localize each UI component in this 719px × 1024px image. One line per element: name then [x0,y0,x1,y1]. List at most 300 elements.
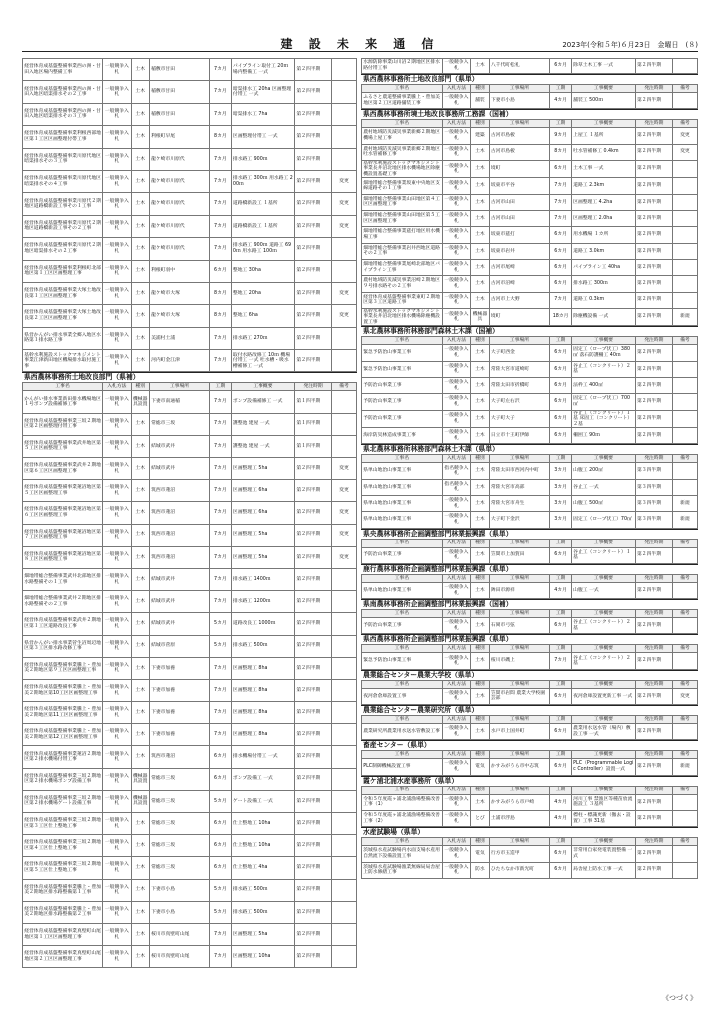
column-header: 種別 [471,838,489,846]
cell-period: 4カ月 [550,93,572,109]
table-row [23,435,357,457]
column-header: 入札方法 [442,610,471,618]
column-header: 工事概要 [571,120,635,128]
column-header: 発注時期 [635,716,672,724]
right-column [361,58,698,976]
cell-summary: 排水路工 500ｍ [231,635,294,657]
cell-timing: 第２四半期 [635,394,672,410]
cell-note [672,377,697,393]
cell-method: 一般競争入札 [103,613,131,635]
cell-place: 大子町大子 [489,410,549,428]
cell-summary: 整地工 20ha [231,282,294,304]
cell-period: 6カ月 [550,160,572,178]
table-row [362,394,698,410]
cell-type: 土木 [471,160,489,178]
section-title: 農業総合センター農業大学校（県単） [361,670,698,680]
cell-summary: 仕上整地工 10ha [231,835,294,857]
cell-period: 6カ月 [210,746,232,768]
column-header: 入札方法 [442,751,471,759]
section-title: 畜産センター（県単） [361,740,698,750]
cell-timing: 第２四半期 [295,458,332,480]
cell-place: 土浦市浮島 [489,810,549,826]
cell-place: 結城市武井 [149,458,209,480]
cell-name: 経営体育成基盤整備事業騰上・豊加美２期地区排水路整備第１工事 [23,879,103,901]
table-row [362,276,698,292]
cell-period: 7カ月 [210,59,232,81]
cell-place: 河内町金江津 [149,350,209,372]
cell-type: 機械器具 [471,308,489,326]
cell-type: 土木 [471,292,489,308]
cell-name: 経営体育成基盤整備事業三坂２期地区第３工区仕上整地工事 [23,813,103,835]
cell-timing: 第２四半期 [635,361,672,377]
table-row [362,377,698,393]
cell-type: 土木 [471,512,489,528]
table-row [362,410,698,428]
cell-type: 土木 [131,813,149,835]
cell-type: 土木 [131,260,149,282]
cell-type: 土木 [131,59,149,81]
cell-period: 7カ月 [210,657,232,679]
table-row [23,657,357,679]
cell-type: 土木 [131,215,149,237]
cell-timing: 第２四半期 [295,260,332,282]
issue-date: 2023年(令和５年)６月23日 金曜日 (８) [562,41,698,49]
cell-type: 土木 [471,618,489,634]
cell-note [331,835,356,857]
cell-period: 7カ月 [210,350,232,372]
bid-table [361,837,698,879]
table-row [23,413,357,435]
cell-period: 7カ月 [210,148,232,170]
cell-type: 土木 [131,413,149,435]
cell-name: 基幹水利施設ストックマネジメント事業長井沼北地区排水機場地区除塵機設置基礎工事 [362,160,443,178]
cell-place: ひたちなか市新光町 [489,862,549,878]
cell-summary: 区画整理工 8ha [231,724,294,746]
column-header: 工期 [550,539,572,547]
table-row [23,502,357,524]
cell-place: 常陸大宮市道崎町 [489,361,549,377]
cell-timing: 第２四半期 [295,591,332,613]
cell-type: 土木 [471,463,489,479]
cell-timing: 第２四半期 [635,794,672,810]
column-header: 工事場所 [489,838,549,846]
cell-note: 変更 [331,282,356,304]
cell-summary: 排水路工 900ｍ 道路工 690ｍ 用水路工 100ｍ [231,238,294,260]
column-header: 発注時期 [635,645,672,653]
cell-type: 土木 [471,582,489,598]
column-header: 工事場所 [489,786,549,794]
cell-name: 経営体育成基盤整備事業川原代２期地区暗渠排水その２工事 [23,238,103,260]
cell-method: 一般競争入札 [442,128,471,144]
cell-method: 一般競争入札 [442,194,471,210]
cell-timing: 第２四半期 [295,879,332,901]
cell-place: 笠間市上加賀田 [489,547,549,563]
cell-name: 茨城県水産試験場漁業無線局局舎屋上防水修繕工事 [362,862,443,878]
column-header: 工事場所 [489,751,549,759]
column-header: 入札方法 [442,645,471,653]
cell-place: 龍ケ崎市大塚 [149,282,209,304]
cell-period: 6カ月 [550,394,572,410]
column-header: 種別 [471,539,489,547]
column-header: 工事名 [362,85,443,93]
cell-period: 6カ月 [550,688,572,704]
column-header: 工事場所 [489,610,549,618]
cell-type: 土木 [131,305,149,327]
cell-note [331,126,356,148]
cell-place: 利根町羽中 [149,260,209,282]
cell-place: 下妻市加養 [149,702,209,724]
cell-note: 変更 [331,193,356,215]
bid-table [361,119,698,326]
cell-summary: 仕上整地工 4ha [231,857,294,879]
cell-type: 土木 [471,211,489,227]
table-header-row [362,85,698,93]
table-row [23,768,357,790]
cell-note [331,879,356,901]
cell-period: 7カ月 [210,524,232,546]
cell-period: 6カ月 [210,260,232,282]
cell-summary: 谷止工（コンクリート）２基 [571,361,635,377]
cell-type: 土木 [131,193,149,215]
cell-summary: 排水路工 1200ｍ [231,591,294,613]
cell-note [672,59,697,74]
cell-name: 県単山地治山事業工事 [362,479,443,495]
cell-place: 龍ケ崎市大塚 [149,305,209,327]
cell-type: 土木 [131,238,149,260]
cell-name: 水源防除事業山川沼２期地区区排水路付帯工事 [362,59,443,74]
column-header: 工事概要 [571,645,635,653]
cell-note [672,243,697,259]
table-header-row [362,610,698,618]
cell-period: 7カ月 [210,391,232,413]
cell-note [331,746,356,768]
cell-name: 県単山地治山事業工事 [362,463,443,479]
cell-method: 一般競争入札 [103,790,131,812]
column-header: 入札方法 [442,85,471,93]
column-header: 工事概要 [571,337,635,345]
cell-name: 経営体育成基盤整備事業騰上・豊加美２期地区第10工区区画整理工事 [23,679,103,701]
column-header: 工事概要 [571,786,635,794]
cell-period: 7カ月 [550,211,572,227]
cell-name: 経営体育成基盤整備事業川原代２期地区道路橋新設工事その２工事 [23,215,103,237]
column-header: 工事名 [362,455,443,463]
cell-name: 畑地帯総合整備事業武井北部地区排水路整備その１工事 [23,568,103,590]
cell-timing: 第１四半期 [295,413,332,435]
cell-type: 土木 [471,688,489,704]
cell-summary: ポンプ設備工 一式 [231,768,294,790]
cell-period: 6カ月 [210,857,232,879]
bid-table [22,58,357,372]
cell-type: 土木 [131,679,149,701]
cell-summary: 固定工（ロープ伏工）700㎡ [571,394,635,410]
column-header: 工事名 [362,337,443,345]
cell-place: 八千代町松礼 [489,59,549,74]
cell-timing: 第２四半期 [295,946,332,968]
cell-note [672,160,697,178]
column-header: 発注時期 [635,838,672,846]
cell-name: 畑地帯総合整備事業山田地区第４工区区画整理工事 [362,194,443,210]
cell-period: 7カ月 [210,702,232,724]
cell-timing: 第２四半期 [635,59,672,74]
column-header: 種別 [471,680,489,688]
cell-place: 石岡市弓弦 [489,618,549,634]
cell-summary: 区画整理工 8ha [231,679,294,701]
cell-timing: 第２四半期 [635,862,672,878]
cell-place: 桜川市磯上 [489,653,549,669]
section-title: 県西農林事務所境土地改良事務所工務課（国補） [361,109,698,119]
cell-name: 経営体育成基盤整備事業三坂２期地区第４工区仕上整地工事 [23,835,103,857]
cell-summary: 排水路工 500ｍ [231,901,294,923]
cell-name: 予防治山事業工事 [362,547,443,563]
cell-timing: 第２四半期 [635,308,672,326]
column-header: 発注時期 [635,751,672,759]
cell-summary: 区画整理付帯工 一式 [231,126,294,148]
table-row [362,345,698,361]
table-row [362,292,698,308]
table-header-row [23,383,357,391]
cell-period: 18カ月 [550,308,572,326]
table-row [23,879,357,901]
cell-type: 土木 [471,276,489,292]
column-header: 工事場所 [489,645,549,653]
cell-note [331,59,356,81]
cell-place: 常総市三坂 [149,768,209,790]
column-header: 発注時期 [635,85,672,93]
cell-method: 一般競争入札 [442,394,471,410]
cell-method: 一般競争入札 [442,276,471,292]
cell-method: 一般競争入札 [103,857,131,879]
column-header: 工事概要 [571,680,635,688]
cell-timing: 第２四半期 [635,410,672,428]
cell-method: 一般競争入札 [103,502,131,524]
cell-place: 境町 [489,308,549,326]
cell-type: 土木 [131,901,149,923]
cell-name: 経営体育成基盤整備事業騰上・豊加美２期地区第９工区区画整理工事 [23,657,103,679]
cell-name: 経営体育成基盤整備事業大塚土地改良第２工区区画整理工事 [23,305,103,327]
cell-name: 畑地帯総合整備事業尾崎北部地区パイプライン工事 [362,259,443,275]
cell-note [672,463,697,479]
cell-name: 県単山地治山事業工事 [362,582,443,598]
cell-timing: 第２四半期 [635,276,672,292]
cell-note: 変更 [331,170,356,192]
table-row [23,524,357,546]
cell-method: 一般競争入札 [442,653,471,669]
cell-summary: 仕上整地工 10ha [231,813,294,835]
cell-type: 土木 [471,794,489,810]
cell-method: 一般競争入札 [442,582,471,598]
cell-type: 土木 [131,613,149,635]
bid-table [361,644,698,669]
column-header: 入札方法 [442,838,471,846]
cell-place: 大子町下金沢 [489,512,549,528]
column-header: 工事場所 [489,680,549,688]
cell-timing: 第２四半期 [635,846,672,862]
cell-method: 一般競争入札 [442,862,471,878]
cell-note [331,901,356,923]
column-header: 工期 [550,716,572,724]
cell-type: 土木 [471,653,489,669]
cell-timing: 第２四半期 [295,923,332,945]
cell-name: 県営かんがい排水事業菅生沼周辺地区第３工区排水路改修工事 [23,635,103,657]
cell-timing: 第３四半期 [635,463,672,479]
cell-summary: 上屋工 １基所 [571,128,635,144]
table-row [23,391,357,413]
cell-name: 経営体育成基盤整備事業蓮沼地区第６工区区画整理工事 [23,502,103,524]
page-header [22,38,698,52]
cell-method: 一般競争入札 [103,524,131,546]
cell-period: 7カ月 [210,193,232,215]
cell-name: PLC制御機械設置工事 [362,759,443,775]
cell-timing: 第２四半期 [635,211,672,227]
table-row [362,259,698,275]
bid-table [361,715,698,740]
cell-place: 龍ケ崎市川原代 [149,148,209,170]
cell-method: 一般競争入札 [442,846,471,862]
cell-name: 令和５年度霞ヶ浦北浦漁場整備改善工事（2） [362,810,443,826]
cell-note [672,618,697,634]
bid-table [361,680,698,705]
cell-method: 一般競争入札 [103,657,131,679]
cell-summary: ポンプ設備補修工 一式 [231,391,294,413]
column-header: 備考 [672,838,697,846]
cell-timing: 第２四半期 [295,305,332,327]
cell-name: 経営体育成基盤整備事業利根西部地区第１工区区画整理付帯工事 [23,126,103,148]
table-row [362,428,698,444]
column-header: 工事名 [362,838,443,846]
column-header: 発注時期 [295,383,332,391]
cell-timing: 第２四半期 [635,759,672,775]
table-row [362,144,698,160]
table-row [362,495,698,511]
cell-period: 7カ月 [210,215,232,237]
cell-summary: 除草土木工事 一式 [571,59,635,74]
cell-method: 一般競争入札 [442,810,471,826]
column-header: 工事概要 [571,539,635,547]
cell-timing: 第２四半期 [295,193,332,215]
cell-period: 5カ月 [210,613,232,635]
cell-timing: 第２四半期 [635,128,672,144]
column-header: 工事名 [362,786,443,794]
column-header: 工事場所 [489,455,549,463]
cell-method: 一般競争入札 [103,170,131,192]
table-row [362,724,698,740]
section-title: 県南農林事務所企画調整部門林業振興課（国補） [361,599,698,609]
cell-summary: 舗装工 500ｍ [571,93,635,109]
cell-name: 経営体育成基盤整備事業大塚土地改良第１工区区画整理工事 [23,282,103,304]
column-header: 工期 [210,383,232,391]
cell-note [672,810,697,826]
cell-summary: 吐水管補修工 0.4km [571,144,635,160]
cell-period: 6カ月 [550,862,572,878]
cell-timing: 第２四半期 [295,635,332,657]
cell-name: 畑地帯総合整備事業山田地区第５工区区画整理工事 [362,211,443,227]
column-header: 備考 [672,85,697,93]
table-row [23,103,357,125]
cell-place: 常陸大宮市舟生 [489,495,549,511]
cell-period: 6カ月 [550,846,572,862]
cell-note: 変更 [672,144,697,160]
cell-place: 稲敷市甘田 [149,103,209,125]
column-header: 備考 [672,645,697,653]
cell-method: 一般競争入札 [103,813,131,835]
cell-summary: 道路橋新設工 １基所 [231,193,294,215]
table-row [362,211,698,227]
cell-note [331,435,356,457]
bid-table [361,539,698,564]
cell-method: 一般競争入札 [103,215,131,237]
cell-summary: 山腹工 200㎡ [571,463,635,479]
cell-place: 下妻市加養 [149,657,209,679]
cell-method: 一般競争入札 [103,835,131,857]
cell-method: 一般競争入札 [103,391,131,413]
cell-type: 土木 [131,724,149,746]
cell-summary: 用水機場 １カ所 [571,227,635,243]
cell-note [331,613,356,635]
cell-type: 土木 [471,410,489,428]
cell-timing: 第２四半期 [635,160,672,178]
column-header: 発注時期 [635,337,672,345]
column-header: 備考 [672,539,697,547]
cell-name: 農業研究所農業用水送水管敷設工事 [362,724,443,740]
cell-summary: 山腹工 500㎡ [571,495,635,511]
cell-summary: 山腹工 一式 [571,582,635,598]
cell-method: 一般競争入札 [103,591,131,613]
cell-place: 利根町早尾 [149,126,209,148]
cell-timing: 第２四半期 [635,144,672,160]
cell-period: 4カ月 [550,582,572,598]
cell-method: 一般競争入札 [442,618,471,634]
cell-period: 6カ月 [550,243,572,259]
cell-timing: 第２四半期 [295,724,332,746]
cell-summary: 谷止工（コンクリート）２基 [571,618,635,634]
cell-name: 畑地帯総合整備事業莚打地区用水機場工事 [362,227,443,243]
cell-note [672,653,697,669]
cell-summary: 区画整理工 10ha [231,946,294,968]
cell-note: 変更 [331,305,356,327]
cell-name: 経営体育成基盤整備事業川原代２期地区道路橋新設工事その１工事 [23,193,103,215]
cell-summary: 法枠工 400㎡ [571,377,635,393]
cell-period: 8カ月 [210,282,232,304]
table-row [362,653,698,669]
cell-type: 土木 [131,148,149,170]
cell-method: 一般競争入札 [442,547,471,563]
cell-place: 古河市島板 [489,144,549,160]
column-header: 種別 [471,610,489,618]
section-title: 県西農林事務所土地改良部門（県単） [361,74,698,84]
cell-summary: 河川工事 禁漁区等種苗放流施設工 ３基所 [571,794,635,810]
cell-method: 一般競争入札 [442,160,471,178]
cell-note [331,790,356,812]
cell-place: 常陸太田市西河内中町 [489,463,549,479]
cell-period: 6カ月 [210,813,232,835]
cell-place: 古河市上大野 [489,292,549,308]
cell-name: 海岸防災林造成事業工事 [362,428,443,444]
cell-period: 5カ月 [210,901,232,923]
cell-period: 6カ月 [210,835,232,857]
cell-type: 土木 [471,428,489,444]
table-row [23,923,357,945]
table-row [362,194,698,210]
cell-method: 一般競争入札 [442,227,471,243]
cell-timing: 第２四半期 [635,547,672,563]
table-row [23,679,357,701]
cell-place: 日立市十王町伊師 [489,428,549,444]
column-header: 工期 [550,455,572,463]
column-header: 工事名 [362,574,443,582]
table-header-row [362,120,698,128]
cell-note [672,345,697,361]
cell-note [331,350,356,372]
